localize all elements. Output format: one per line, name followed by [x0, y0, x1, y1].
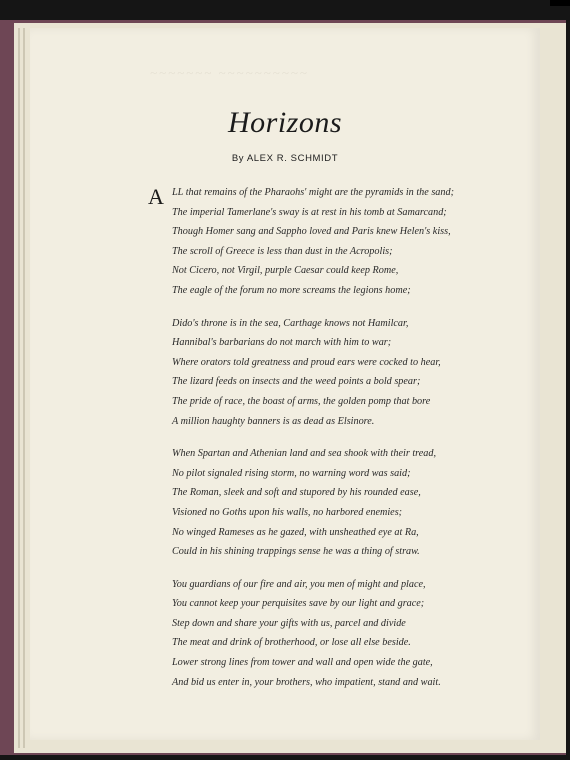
poem-line: No pilot signaled rising storm, no warning word was said;: [172, 467, 411, 479]
poem-line: Hannibal's barbarians do not march with him to war;: [172, 337, 392, 349]
poem-line: LL that remains of the Pharaohs' might are the pyramids in the sand;: [172, 187, 454, 198]
poem-line: Where orators told greatness and proud ears were cocked to hear,: [172, 356, 441, 368]
poem-line: The lizard feeds on insects and the weed points a bold spear;: [172, 376, 421, 388]
poem-title: Horizons: [227, 106, 343, 139]
poem-line: Could in his shining trappings sense he was a thing of straw.: [172, 546, 420, 558]
poem-line: The pride of race, the boast of arms, the golden pomp that bore: [172, 395, 431, 407]
bleed-through-text: ~~~~~~~ ~~~~~~~~~~: [150, 65, 309, 80]
author-byline: By ALEX R. SCHMIDT: [231, 153, 339, 164]
poem-body: [172, 183, 492, 705]
poem-line: Visioned no Goths upon his walls, no harbored enemies;: [172, 506, 403, 518]
stanza-3: [172, 444, 492, 562]
stanza-4: [172, 575, 492, 693]
poem-line: The Roman, sleek and soft and stupored by his rounded ease,: [172, 487, 421, 499]
poem-line: No winged Rameses as he gazed, with unsheathed eye at Ra,: [172, 526, 419, 538]
poem-line: A million haughty banners is as dead as Elsinore.: [172, 415, 375, 427]
poem-line: Dido's throne is in the sea, Carthage knows not Hamilcar,: [172, 317, 409, 329]
corner-mark: [550, 0, 570, 6]
poem-line: Not Cicero, not Virgil, purple Caesar could keep Rome,: [172, 265, 399, 277]
poem-line: When Spartan and Athenian land and sea shook with their tread,: [172, 448, 437, 460]
stanza-2: [172, 314, 492, 432]
poem-line: The imperial Tamerlane's sway is at rest in his tomb at Samarcand;: [172, 206, 447, 218]
poem-line: You guardians of our fire and air, you men of might and place,: [172, 578, 426, 590]
poem-line: Step down and share your gifts with us, parcel and divide: [172, 617, 406, 629]
poem-line: Though Homer sang and Sappho loved and Paris knew Helen's kiss,: [172, 226, 451, 238]
poem-line: The meat and drink of brotherhood, or lose all else beside.: [172, 637, 411, 649]
poem-line: You cannot keep your perquisites save by our light and grace;: [172, 598, 425, 610]
poem-line: The scroll of Greece is less than dust in the Acropolis;: [172, 245, 393, 257]
poem-line: And bid us enter in, your brothers, who impatient, stand and wait.: [172, 676, 441, 688]
drop-cap: A: [148, 184, 164, 209]
poem-line: The eagle of the forum no more screams the legions home;: [172, 284, 411, 296]
poem-line: Lower strong lines from tower and wall and open wide the gate,: [172, 657, 433, 669]
stanza-1: [172, 183, 492, 301]
